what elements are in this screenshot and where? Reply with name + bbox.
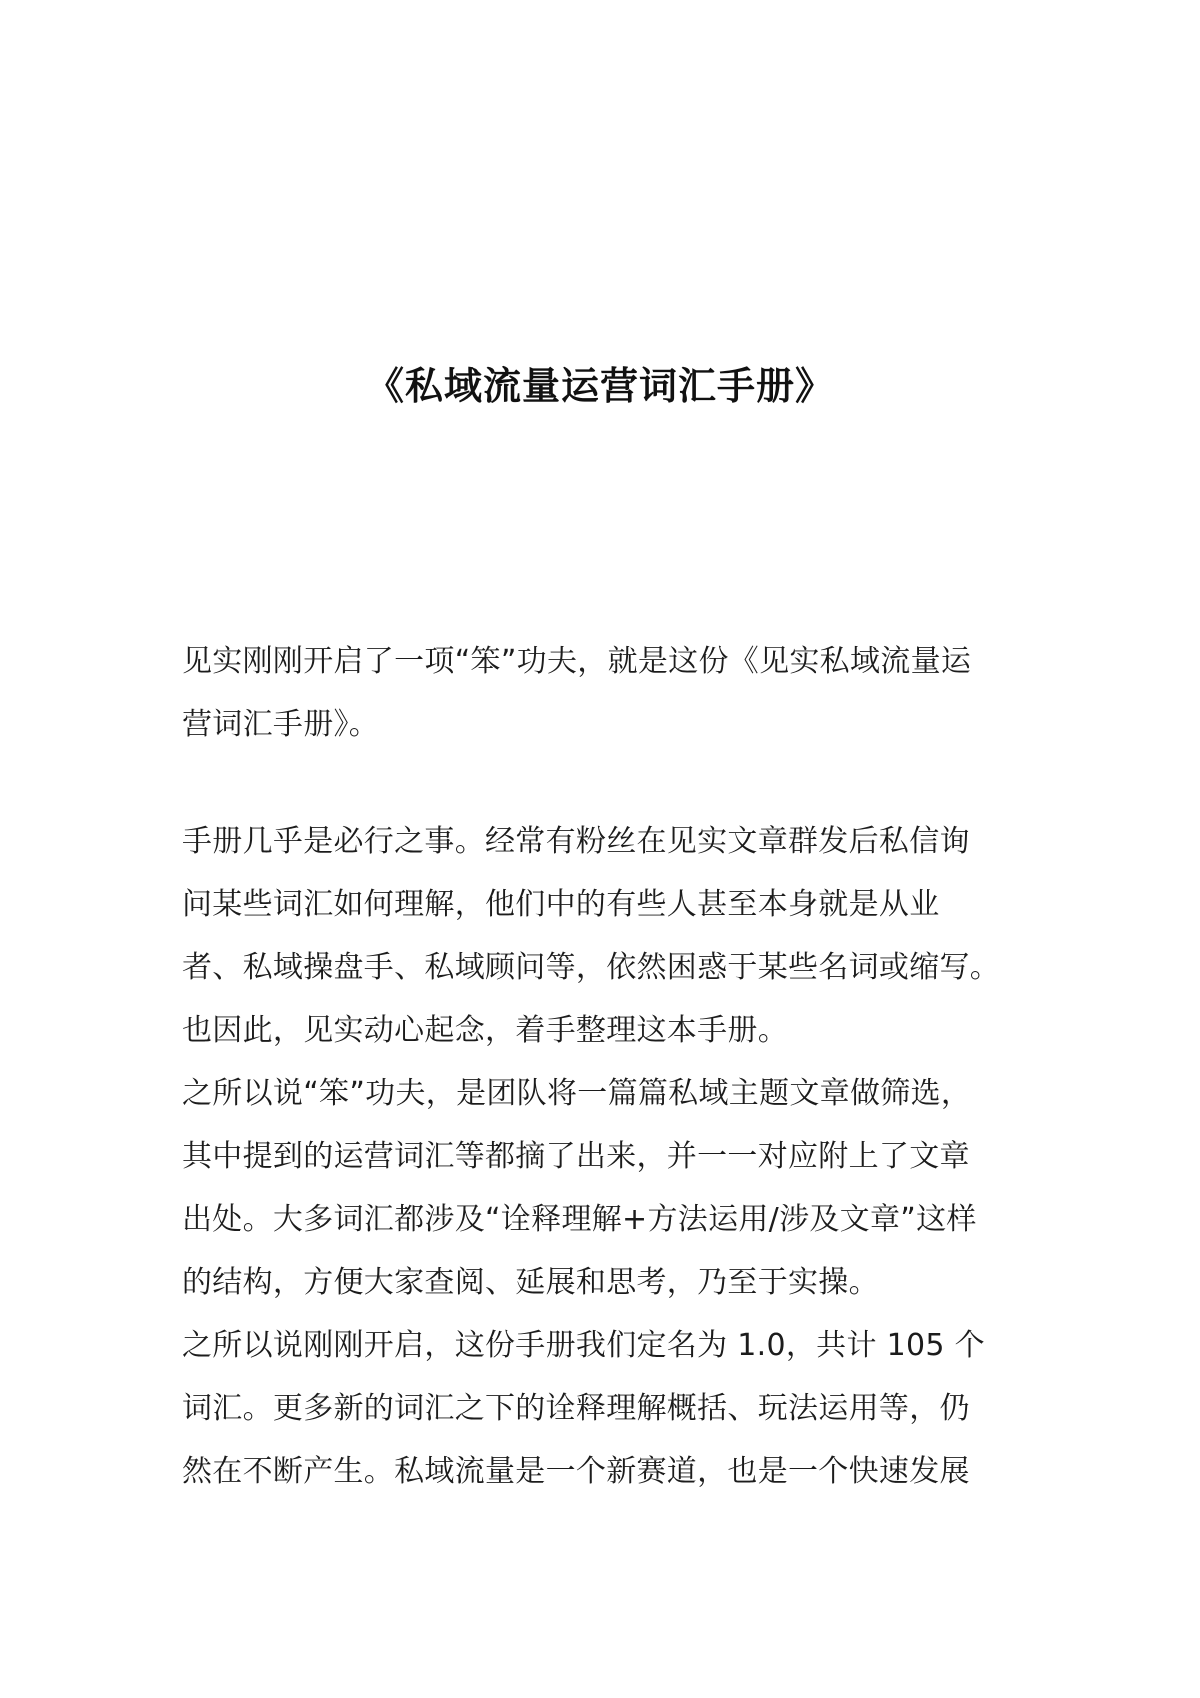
paragraph-spacer <box>182 756 1020 810</box>
paragraph-line: 词汇。更多新的词汇之下的诠释理解概括、玩法运用等，仍 <box>182 1391 970 1426</box>
paragraph-line: 也因此，见实动心起念，着手整理这本手册。 <box>182 1013 788 1048</box>
document-body <box>182 630 1020 1503</box>
paragraph-line: 之所以说“笨”功夫，是团队将一篇篇私域主题文章做筛选， <box>182 1076 972 1111</box>
paragraph-line: 的结构，方便大家查阅、延展和思考，乃至于实操。 <box>182 1265 879 1300</box>
paragraph-line: 出处。大多词汇都涉及“诠释理解+方法运用/涉及文章”这样 <box>182 1202 977 1237</box>
paragraph-line: 其中提到的运营词汇等都摘了出来，并一一对应附上了文章 <box>182 1139 970 1174</box>
paragraph-line: 问某些词汇如何理解，他们中的有些人甚至本身就是从业 <box>182 887 940 922</box>
paragraph-line: 者、私域操盘手、私域顾问等，依然困惑于某些名词或缩写。 <box>182 950 1001 985</box>
paragraph-line: 见实刚刚开启了一项“笨”功夫，就是这份《见实私域流量运 <box>182 644 972 679</box>
paragraph-line: 营词汇手册》。 <box>182 707 380 742</box>
paragraph-main <box>182 810 1020 1503</box>
paragraph-line: 之所以说刚刚开启，这份手册我们定名为 1.0，共计 105 个 <box>182 1328 985 1363</box>
paragraph-line: 然在不断产生。私域流量是一个新赛道，也是一个快速发展 <box>182 1454 970 1489</box>
paragraph-intro <box>182 630 1020 756</box>
paragraph-line: 手册几乎是必行之事。经常有粉丝在见实文章群发后私信询 <box>182 824 970 859</box>
document-title: 《私域流量运营词汇手册》 <box>365 364 834 408</box>
